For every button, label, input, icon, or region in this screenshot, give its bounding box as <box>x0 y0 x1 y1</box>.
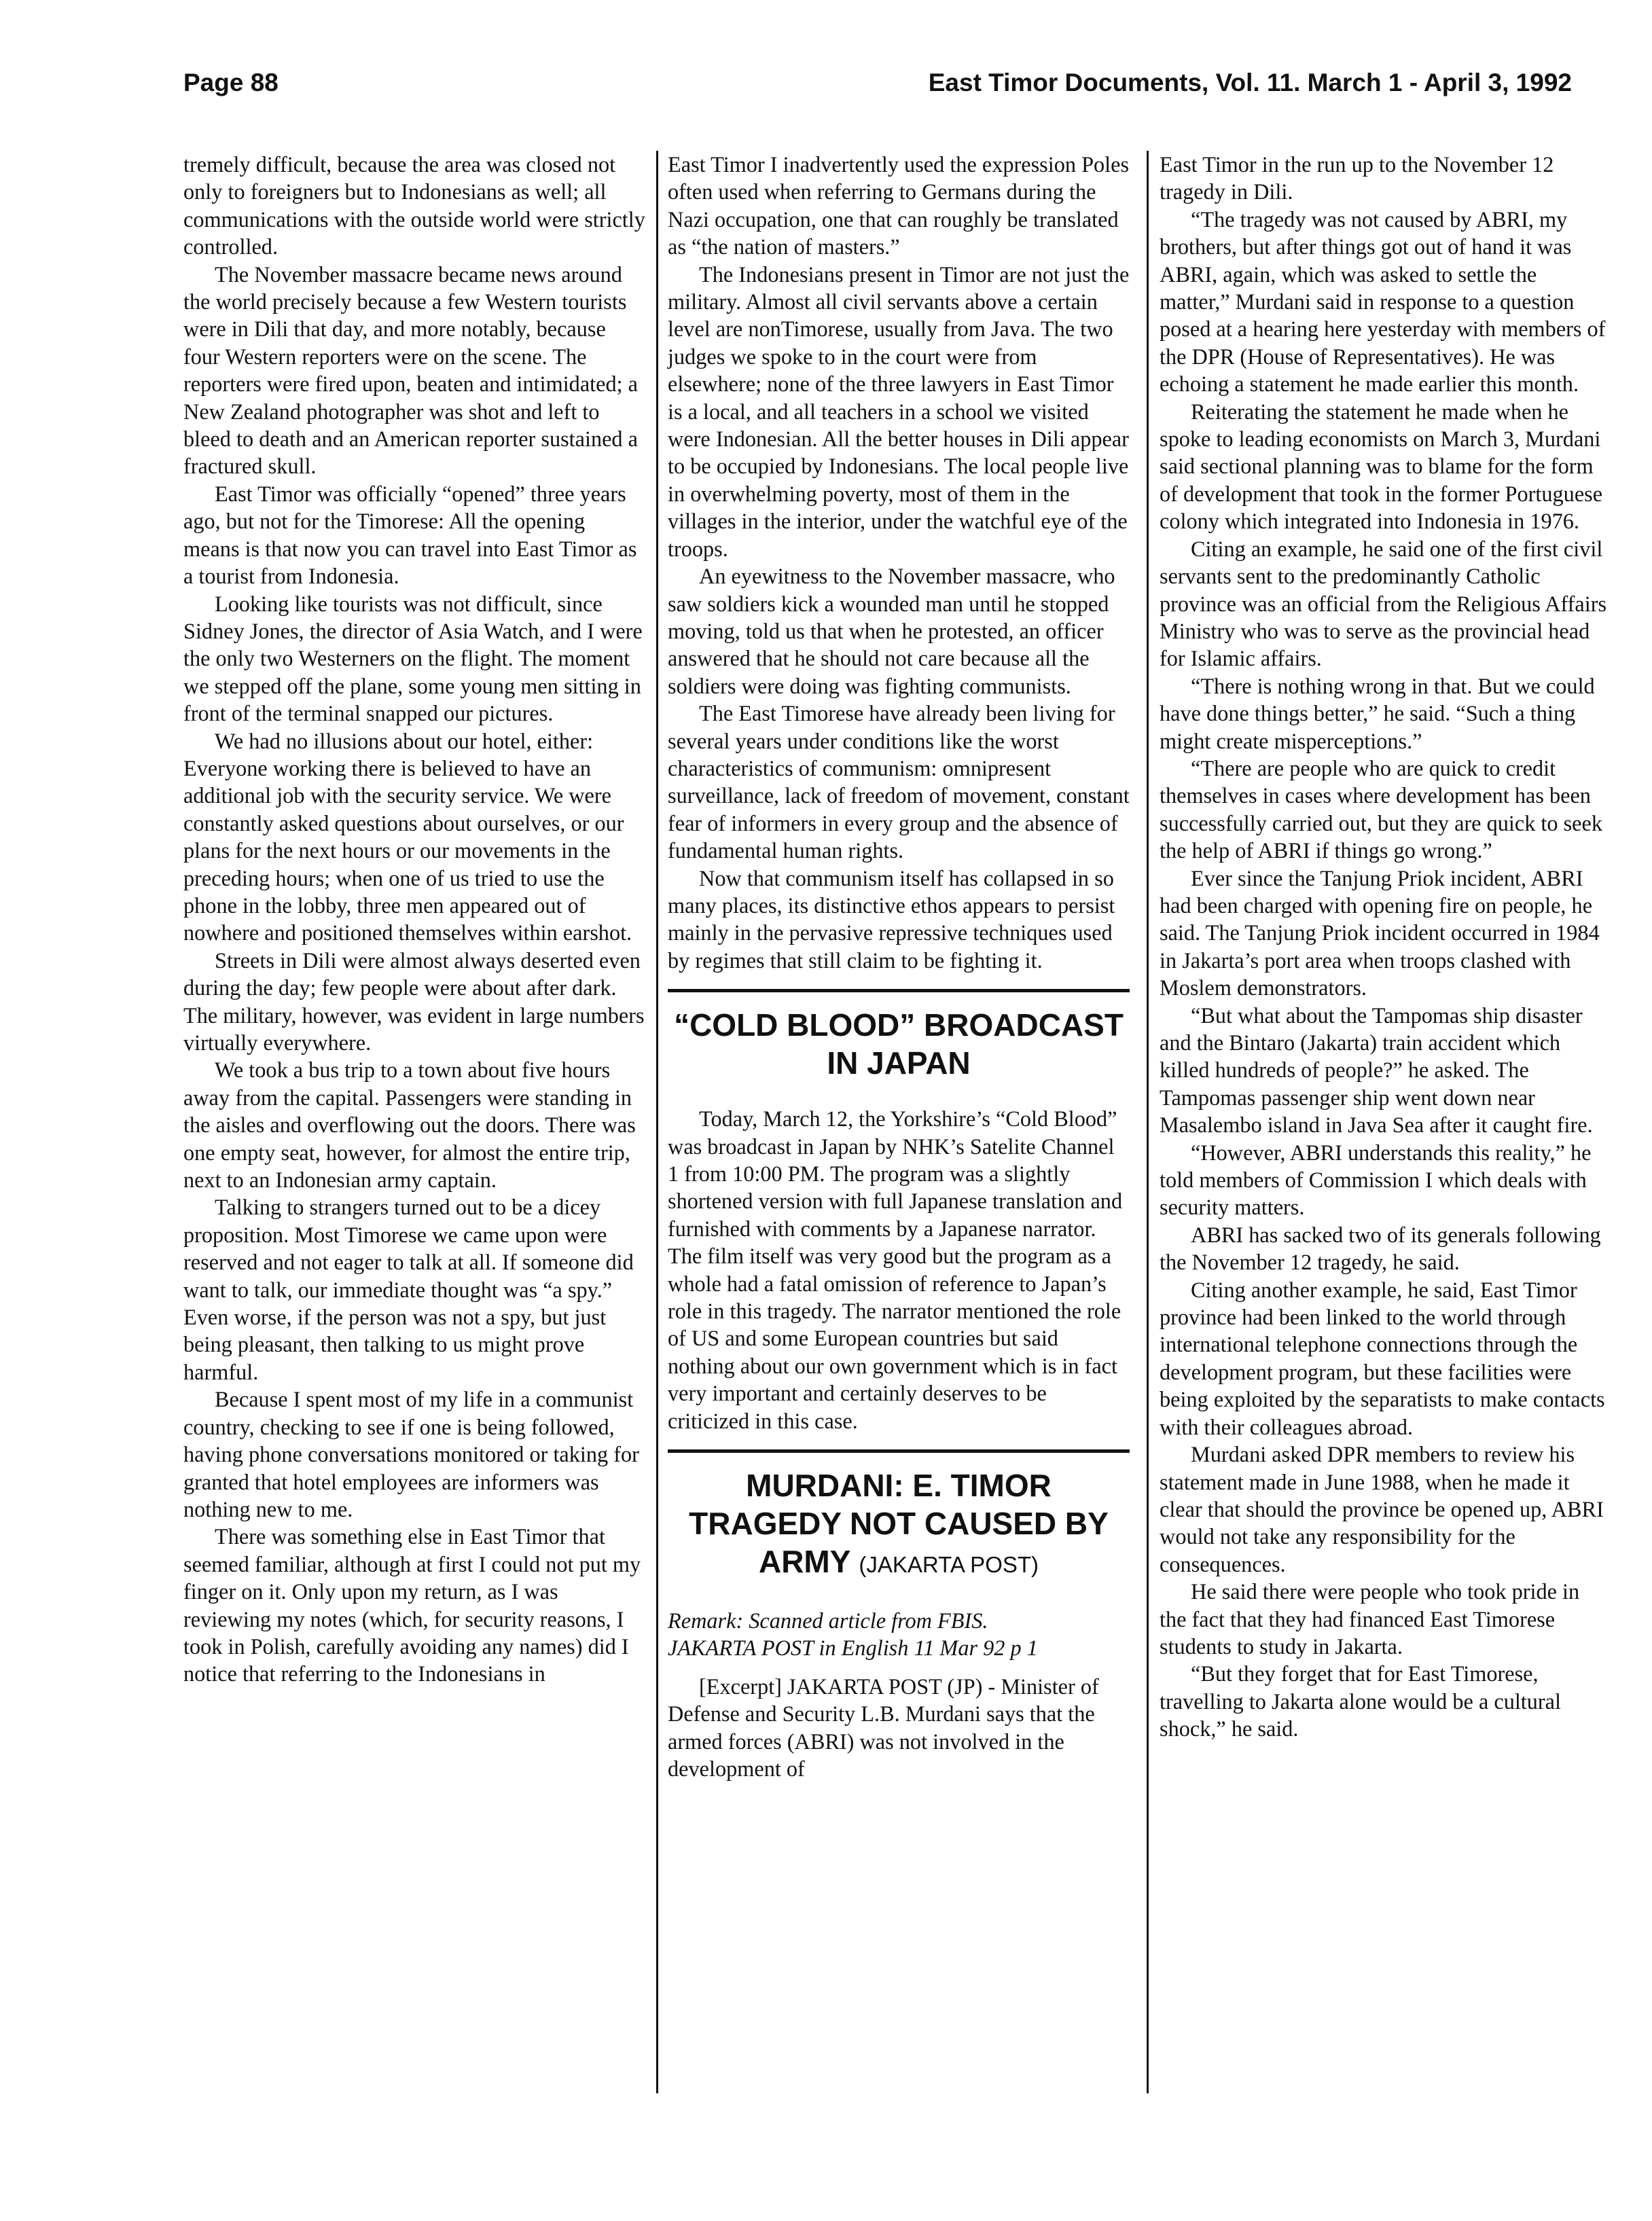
column-3 <box>1160 151 1608 2107</box>
paragraph: ABRI has sacked two of its generals following the November 12 tragedy, he said. <box>1160 1222 1601 1275</box>
murdani-headline-text: MURDANI: E. TIMOR TRAGEDY NOT CAUSED BY ARMY <box>689 1468 1109 1580</box>
section-rule <box>668 989 1130 992</box>
paragraph: Today, March 12, the Yorkshire’s “Cold Blood” was broadcast in Japan by NHK’s Satelite Channel 1 from 10:00 PM. The program was a slightly shortened version with full Japanese translation and furnished with comments by a Japanese narrator. The film itself was very good but the program as a whole had a fatal omission of reference to Japan’s role in this tragedy. The narrator mentioned the role of US and some European countries but said nothing about our own government which is in fact very important and certainly deserves to be criticized in this case. <box>668 1106 1123 1433</box>
paragraph: Talking to strangers turned out to be a dicey proposition. Most Timorese we came upon were reserved and not eager to talk at all. If someone did want to talk, our immediate thought was “a spy.” Even worse, if the person was not a spy, but just being pleasant, then talking to us might prove harmful. <box>183 1195 634 1384</box>
paragraph: Because I spent most of my life in a communist country, checking to see if one is being followed, having phone conversations monitored or taking for granted that hotel employees are informers was nothing new to me. <box>183 1387 639 1521</box>
remark-line: JAKARTA POST in English 11 Mar 92 p 1 <box>668 1636 1038 1661</box>
paragraph: “There is nothing wrong in that. But we could have done things better,” he said. “Such a thing might create misperceptions.” <box>1160 673 1595 753</box>
column-1 <box>183 151 645 2107</box>
paragraph: There was something else in East Timor that seemed familiar, although at first I could not put my finger on it. Only upon my return, as I was reviewing my notes (which, for security reasons, I took in Polish, carefully avoiding any names) did I notice that referring to the Indonesians in <box>183 1524 641 1686</box>
paragraph: Ever since the Tanjung Priok incident, ABRI had been charged with opening fire on people, he said. The Tanjung Priok incident occurred in 1984 in Jakarta’s port area when troops clashed with Moslem demonstrators. <box>1160 865 1600 1000</box>
paragraph: East Timor I inadvertently used the expression Poles often used when referring to Germans during the Nazi occupation, one that can roughly be translated as “the nation of masters.” <box>668 152 1130 259</box>
page-number: Page 88 <box>183 69 279 96</box>
paragraph: [Excerpt] JAKARTA POST (JP) - Minister of Defense and Security L.B. Murdani says that the armed forces (ABRI) was not involved in the development of <box>668 1674 1099 1782</box>
publication-title: East Timor Documents, Vol. 11. March 1 - April 3, 1992 <box>928 69 1572 96</box>
murdani-headline <box>668 1466 1130 1584</box>
column-divider <box>1147 151 1149 2093</box>
paragraph: East Timor was officially “opened” three years ago, but not for the Timorese: All the opening means is that now you can travel into East Timor as a tourist from Indonesia. <box>183 481 637 589</box>
paragraph: “However, ABRI understands this reality,” he told members of Commission I which deals with security matters. <box>1160 1140 1592 1220</box>
section-rule <box>668 1449 1130 1453</box>
paragraph: tremely difficult, because the area was closed not only to foreigners but to Indonesians as well; all communications with the outside world were strictly controlled. <box>183 152 645 259</box>
paragraph: Citing another example, he said, East Timor province had been linked to the world through international telephone connections through the development program, but these facilities were being exploited by the separatists to make contacts with their colleagues abroad. <box>1160 1277 1605 1439</box>
column-2 <box>668 151 1130 2107</box>
paragraph: “The tragedy was not caused by ABRI, my brothers, but after things got out of hand it was ABRI, again, which was asked to settle the matter,” Murdani said in response to a question posed at a hearing here yesterday with members of the DPR (House of Representatives). He was echoing a statement he made earlier this month. <box>1160 206 1606 397</box>
remark-line: Remark: Scanned article from FBIS. <box>668 1608 988 1633</box>
paragraph: Streets in Dili were almost always deserted even during the day; few people were about after dark. The military, however, was evident in large numbers virtually everywhere. <box>183 947 645 1055</box>
paragraph: The Indonesians present in Timor are not just the military. Almost all civil servants above a certain level are nonTimorese, usually from Java. The two judges we spoke to in the court were from elsewhere; none of the three lawyers in East Timor is a local, and all teachers in a school we visited were Indonesian. All the better houses in Dili appear to be occupied by Indonesians. The local people live in overwhelming poverty, most of them in the villages in the interior, under the watchful eye of the troops. <box>668 261 1130 561</box>
paragraph: Citing an example, he said one of the first civil servants sent to the predominantly Catholic province was an official from the Religious Affairs Ministry who was to serve as the provincial head for Islamic affairs. <box>1160 536 1607 671</box>
paragraph: Looking like tourists was not difficult, since Sidney Jones, the director of Asia Watch, and I were the only two Westerners on the flight. The moment we stepped off the plane, some young men sitting in front of the terminal snapped our pictures. <box>183 591 643 726</box>
paragraph: “But they forget that for East Timorese, travelling to Jakarta alone would be a cultural shock,” he said. <box>1160 1661 1561 1741</box>
paragraph: Now that communism itself has collapsed in so many places, its distinctive ethos appears to persist mainly in the pervasive repressive techniques used by regimes that still claim to be fighting it. <box>668 865 1115 973</box>
paragraph: Murdani asked DPR members to review his statement made in June 1988, when he made it clear that should the province be opened up, ABRI would not take any responsibility for the consequences. <box>1160 1442 1604 1576</box>
cold-blood-headline: “COLD BLOOD” BROADCAST IN JAPAN <box>674 1007 1124 1081</box>
paragraph: We took a bus trip to a town about five hours away from the capital. Passengers were standing in the aisles and overflowing out the doors. There was one empty seat, however, for almost the entire trip, next to an Indonesian army captain. <box>183 1058 636 1193</box>
paragraph: We had no illusions about our hotel, either: Everyone working there is believed to have an additional job with the security service. We were constantly asked questions about ourselves, or our plans for the next hours or our movements in the preceding hours; when one of us tried to use the phone in the lobby, three men appeared out of nowhere and positioned themselves within earshot. <box>183 728 632 945</box>
page-header <box>183 68 1572 109</box>
paragraph: The East Timorese have already been living for several years under conditions like the worst characteristics of communism: omnipresent surveillance, lack of freedom of movement, constant fear of informers in every group and the absence of fundamental human rights. <box>668 701 1130 863</box>
column-divider <box>656 151 658 2093</box>
paragraph: East Timor in the run up to the November 12 tragedy in Dili. <box>1160 152 1554 204</box>
paragraph: An eyewitness to the November massacre, who saw soldiers kick a wounded man until he stopped moving, told us that when he protested, an officer answered that he should not care because all the soldiers were doing was fighting communists. <box>668 564 1115 698</box>
paragraph: “But what about the Tampomas ship disaster and the Bintaro (Jakarta) train accident which killed hundreds of people?” he asked. The Tampomas passenger ship went down near Masalembo island in Java Sea after it caught fire. <box>1160 1003 1593 1138</box>
paragraph: “There are people who are quick to credit themselves in cases where development has been successfully carried out, but they are quick to seek the help of ABRI if things go wrong.” <box>1160 755 1602 863</box>
remark <box>668 1607 1130 1662</box>
murdani-source: (JAKARTA POST) <box>859 1552 1039 1578</box>
paragraph: He said there were people who took pride in the fact that they had financed East Timorese students to study in Jakarta. <box>1160 1579 1580 1659</box>
paragraph: The November massacre became news around the world precisely because a few Western tourists were in Dili that day, and more notably, because four Western reporters were on the scene. The reporters were fired upon, beaten and intimidated; a New Zealand photographer was shot and left to bleed to death and an American reporter sustained a fractured skull. <box>183 261 638 479</box>
paragraph: Reiterating the statement he made when he spoke to leading economists on March 3, Murdani said sectional planning was to blame for the form of development that took in the former Portuguese colony which integrated into Indonesia in 1976. <box>1160 399 1603 534</box>
